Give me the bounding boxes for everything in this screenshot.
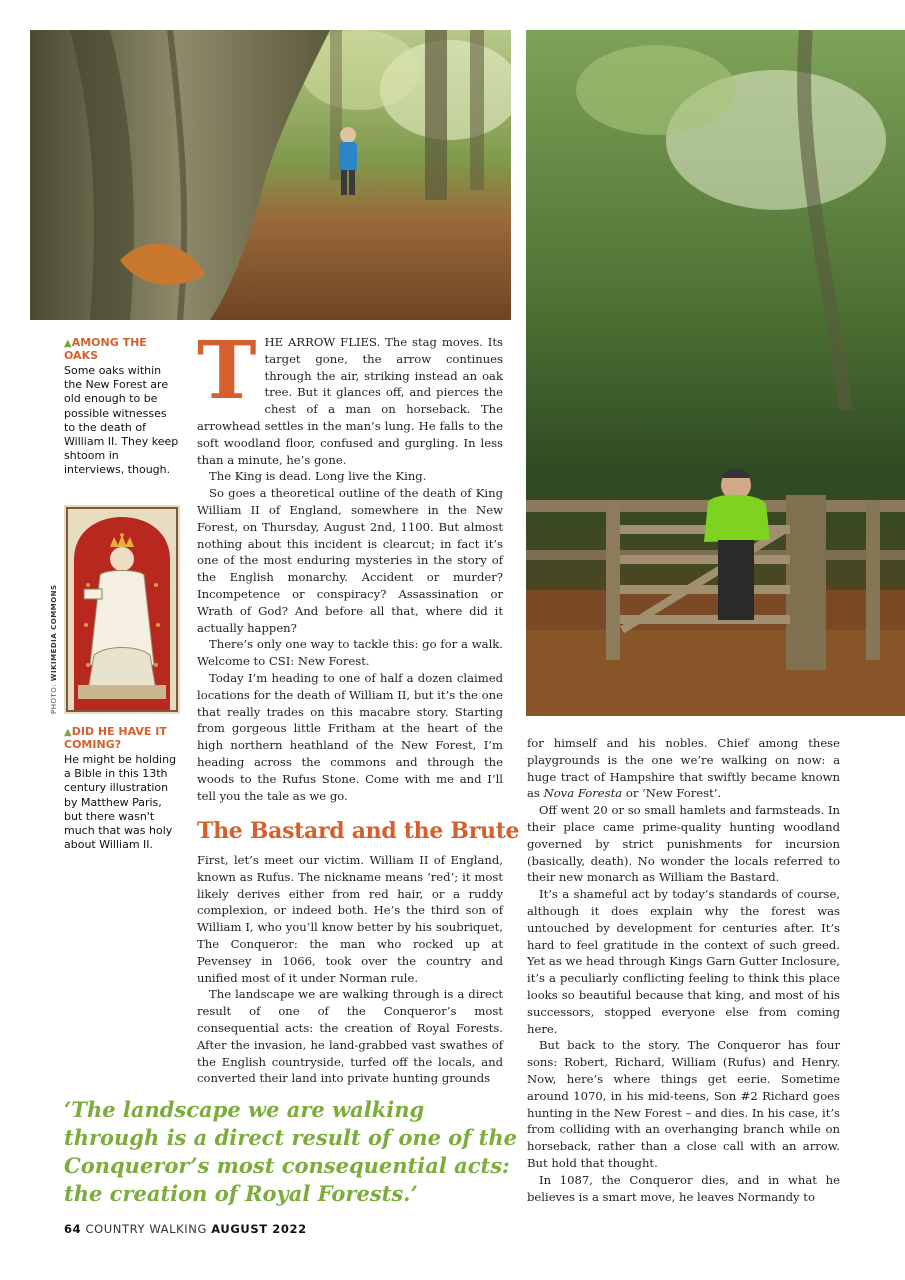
caption-did-he-have-it-coming-body: He might be holding a Bible in this 13th century illustration by Matthew Paris, but there wasn't much that was holy about William II. <box>64 753 177 852</box>
article-paragraph: There’s only one way to tackle this: go for a walk. Welcome to CSI: New Forest. <box>197 637 503 669</box>
king-illustration <box>64 505 180 714</box>
article-paragraph: So goes a theoretical outline of the death of King William II of England, somewhere in the New Forest, on Thursday, August 2nd, 1100. But almost nothing about this incident is clearcut; in fact it’s one of the most enduring mysteries in the story of the English monarchy. Accident or murder? Incompetence or conspiracy? Assassination or Wrath of God? And before all that, where did it actually happen? <box>197 486 503 635</box>
caption-did-he-have-it-coming-title: ▲DID HE HAVE IT COMING? <box>64 725 167 751</box>
article-paragraph: Off went 20 or so small hamlets and farmsteads. In their place came prime-quality hunting woodland governed by strict punishments for incursion (basically, death). No wonder the locals referred to their new monarch as William the Bastard. <box>527 803 840 885</box>
article-paragraph: First, let’s meet our victim. William II of England, known as Rufus. The nickname means ‘red’; it most likely derives either from red hair, or a ruddy complexion, or indeed both. He’s the third son of William I, who you’ll know better by his soubriquet, The Conqueror: the man who rocked up at Pevensey in 1066, took over the country and unified most of it under Norman rule. <box>197 853 503 985</box>
magazine-name: COUNTRY WALKING <box>85 1222 208 1236</box>
article-paragraph: The landscape we are walking through is a direct result of one of the Conqueror’s most consequential acts: the creation of Royal Forests. After the invasion, he land-grabbed vast swathes of the English countryside, turfed off the locals, and converted their land into private hunting grounds <box>197 987 503 1086</box>
article-paragraph: The King is dead. Long live the King. <box>209 469 427 484</box>
section-subheading: The Bastard and the Brute <box>197 818 520 844</box>
oak-woodland-photo <box>30 30 511 320</box>
photo-credit: PHOTO: WIKIMEDIA COMMONS <box>50 584 58 714</box>
caption-among-the-oaks-title: ▲AMONG THE OAKS <box>64 336 147 362</box>
triangle-up-icon: ▲ <box>64 727 72 738</box>
article-intro-paragraph: THE ARROW FLIES. The stag moves. Its target gone, the arrow continues through the air, striking instead an oak tree. But it glances off, and pierces the chest of a man on horseback. The arrowhead settles in the man’s lung. He falls to the soft woodland floor, confused and gurgling. In less than a minute, he’s gone. <box>197 323 503 467</box>
article-column-1-bottom <box>197 852 503 1087</box>
article-paragraph: In 1087, the Conqueror dies, and in what he believes is a smart move, he leaves Normandy to <box>527 1172 840 1204</box>
article-paragraph: Today I’m heading to one of half a dozen claimed locations for the death of William II, but it’s the one that really trades on this macabre story. Starting from gorgeous little Fritham at the heart of the high northern heathland of the New Forest, I’m heading across the commons and through the woods to the Rufus Stone. Come with me and I’ll tell you the tale as we go. <box>197 670 503 803</box>
page-number: 64 <box>64 1222 82 1236</box>
article-column-2 <box>527 735 840 1205</box>
issue-date: AUGUST 2022 <box>211 1222 307 1236</box>
drop-cap: T <box>197 323 257 417</box>
walker-at-gate-photo <box>526 30 905 716</box>
page-footer <box>64 1222 307 1236</box>
article-paragraph: But back to the story. The Conqueror has four sons: Robert, Richard, William (Rufus) and Henry. Now, here’s where things get eerie. Sometime around 1070, in his mid-teens, Son #2 Richard goes hunting in the New Forest – and dies. In his case, it’s from colliding with an overhanging branch while on horseback, rather than a close call with an arrow. But hold that thought. <box>527 1038 840 1170</box>
pull-quote: ‘The landscape we are walking through is a direct result of one of the Conqueror’s most consequential acts: the creation of Royal Forests.’ <box>64 1097 517 1206</box>
triangle-up-icon: ▲ <box>64 338 72 349</box>
article-column-1-top <box>197 323 503 804</box>
caption-among-the-oaks-body: Some oaks within the New Forest are old enough to be possible witnesses to the death of William II. They keep shtoom in interviews, though. <box>64 364 179 477</box>
article-paragraph: It’s a shameful act by today’s standards of course, although it does explain why the forest was untouched by development for centuries after. It’s hard to feel gratitude in the context of such greed. Yet as we head through Kings Garn Gutter Inclosure, it’s a peculiarly conflicting feeling to think this place looks so beautiful because that king, and most of his successors, stopped everyone else from coming here. <box>527 887 840 1036</box>
article-paragraph: for himself and his nobles. Chief among these playgrounds is the one we’re walking on now: a huge tract of Hampshire that swiftly became known as Nova Foresta or ‘New Forest’. <box>527 736 840 801</box>
